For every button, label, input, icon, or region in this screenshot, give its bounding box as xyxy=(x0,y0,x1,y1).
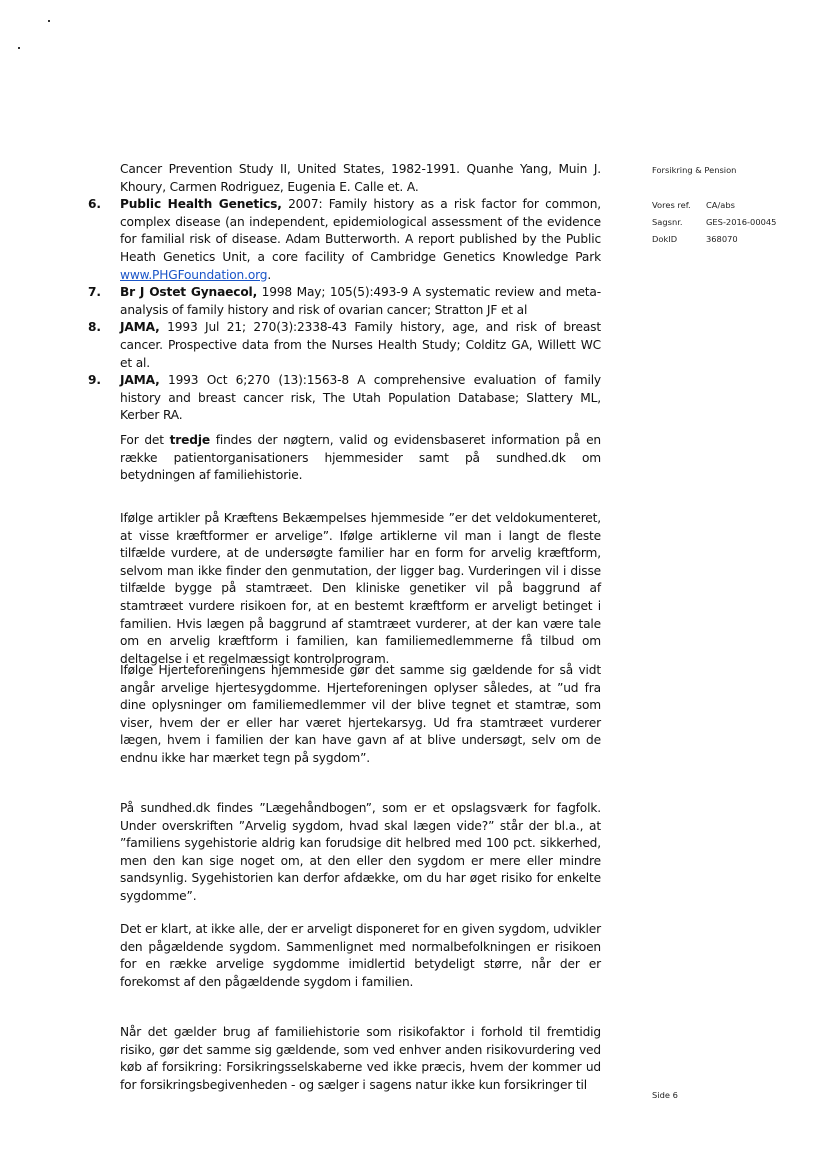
document-id: DokID 368070 xyxy=(652,234,738,244)
paragraph-cancer-society: Ifølge artikler på Kræftens Bekæmpelses hjemmeside ”er det veldokumenteret, at visse kræftformer er arvelige”. Ifølge artiklerne vil man i langt de fleste tilfælde vurdere, at de undersøgte familier har en form for arvelig kræftform, selvom man ikke finder den genmutation, der ligger bag. Vurderingen vil i disse tilfælde bygge på stamtræet. Den kliniske genetiker vil på baggrund af stamtræet vurdere risikoen for, at en bestemt kræftform er arveligt betinget i familien. Hvis lægen på baggrund af stamtræet vurderer, at der kan være tale om en arvelig kræftform i familien, kan familiemedlemmerne få tilbud om deltagelse i et regelmæssigt kontrolprogram. xyxy=(120,511,601,666)
reference-item: 6. Public Health Genetics, 2007: Family history as a risk factor for common, complex disease (an independent, epidemiological assessment of the evidence for familial risk of disease. Adam Butterworth. A report published by the Public Heath Genetics Unit, a core facility of Cambridge Genetics Knowledge Park www.PHGFoundation.org. xyxy=(88,197,601,282)
case-number: Sagsnr. GES-2016-00045 xyxy=(652,217,777,227)
scan-speck xyxy=(48,20,50,22)
reference-item: 9. JAMA, 1993 Oct 6;270 (13):1563-8 A comprehensive evaluation of family history and breast cancer risk, The Utah Population Database; Slattery ML, Kerber RA. xyxy=(88,373,601,423)
scan-speck xyxy=(18,47,20,49)
paragraph-third-source: For det tredje findes der nøgtern, valid og evidensbaseret information på en række patientorganisationers hjemmesider samt på sundhed.dk om betydningen af familiehistorie. xyxy=(120,433,601,483)
sender-org: Forsikring & Pension xyxy=(652,165,737,175)
reference-item: 7. Br J Ostet Gynaecol, 1998 May; 105(5):493-9 A systematic review and meta-analysis of family history and risk of ovarian cancer; Stratton JF et al xyxy=(88,285,602,317)
paragraph-sundhed-dk: På sundhed.dk findes ”Lægehåndbogen”, som er et opslagsværk for fagfolk. Under overskriften ”Arvelig sygdom, hvad skal lægen vide?” står der bl.a., at ”familiens sygehistorie aldrig kan forudsige dit helbred med 100 pct. sikkerhed, men den kan sige noget om, at den eller den sygdom er mere eller mindre sandsynlig. Sygehistorien kan derfor afdække, om du har øget risiko for enkelte sygdomme”. xyxy=(120,801,601,903)
reference-list xyxy=(88,161,602,425)
paragraph-hereditary-risk: Det er klart, at ikke alle, der er arveligt disponeret for en given sygdom, udvikler den pågældende sygdom. Sammenlignet med normalbefolkningen er risikoen for en række arvelige sygdomme imidlertid betydeligt større, når der er forekomst af den pågældende sygdom i familien. xyxy=(120,922,601,989)
paragraph-insurance: Når det gælder brug af familiehistorie som risikofaktor i forhold til fremtidig risiko, gør det samme sig gældende, som ved enhver anden risikovurdering ved køb af forsikring: Forsikringsselskaberne ved ikke præcis, hvem der kommer ud for forsikringsbegivenheden - og sælger i sagens natur ikke kun forsikringer til xyxy=(120,1025,601,1092)
page-number: Side 6 xyxy=(652,1090,678,1100)
phg-foundation-link[interactable]: www.PHGFoundation.org xyxy=(120,267,268,282)
our-ref: Vores ref. CA/abs xyxy=(652,200,735,210)
reference-continuation: Cancer Prevention Study II, United States, 1982-1991. Quanhe Yang, Muin J. Khoury, Carmen Rodriguez, Eugenia E. Calle et. A. xyxy=(120,162,601,194)
reference-item: 8. JAMA, 1993 Jul 21; 270(3):2338-43 Family history, age, and risk of breast cancer. Prospective data from the Nurses Health Study; Colditz GA, Willett WC et al. xyxy=(88,320,601,370)
paragraph-heart-association: Ifølge Hjerteforeningens hjemmeside gør det samme sig gældende for så vidt angår arvelige hjertesygdomme. Hjerteforeningen oplyser således, at ”ud fra dine oplysninger om familiemedlemmer vil der blive tegnet et stamtræ, som viser, hvem der er eller har været hjertekarsyg. Ud fra stamtræet vurderer lægen, hvem i familien der kan have gavn af at blive undersøgt, selv om de endnu ikke har mærket tegn på sygdom”. xyxy=(120,663,601,765)
